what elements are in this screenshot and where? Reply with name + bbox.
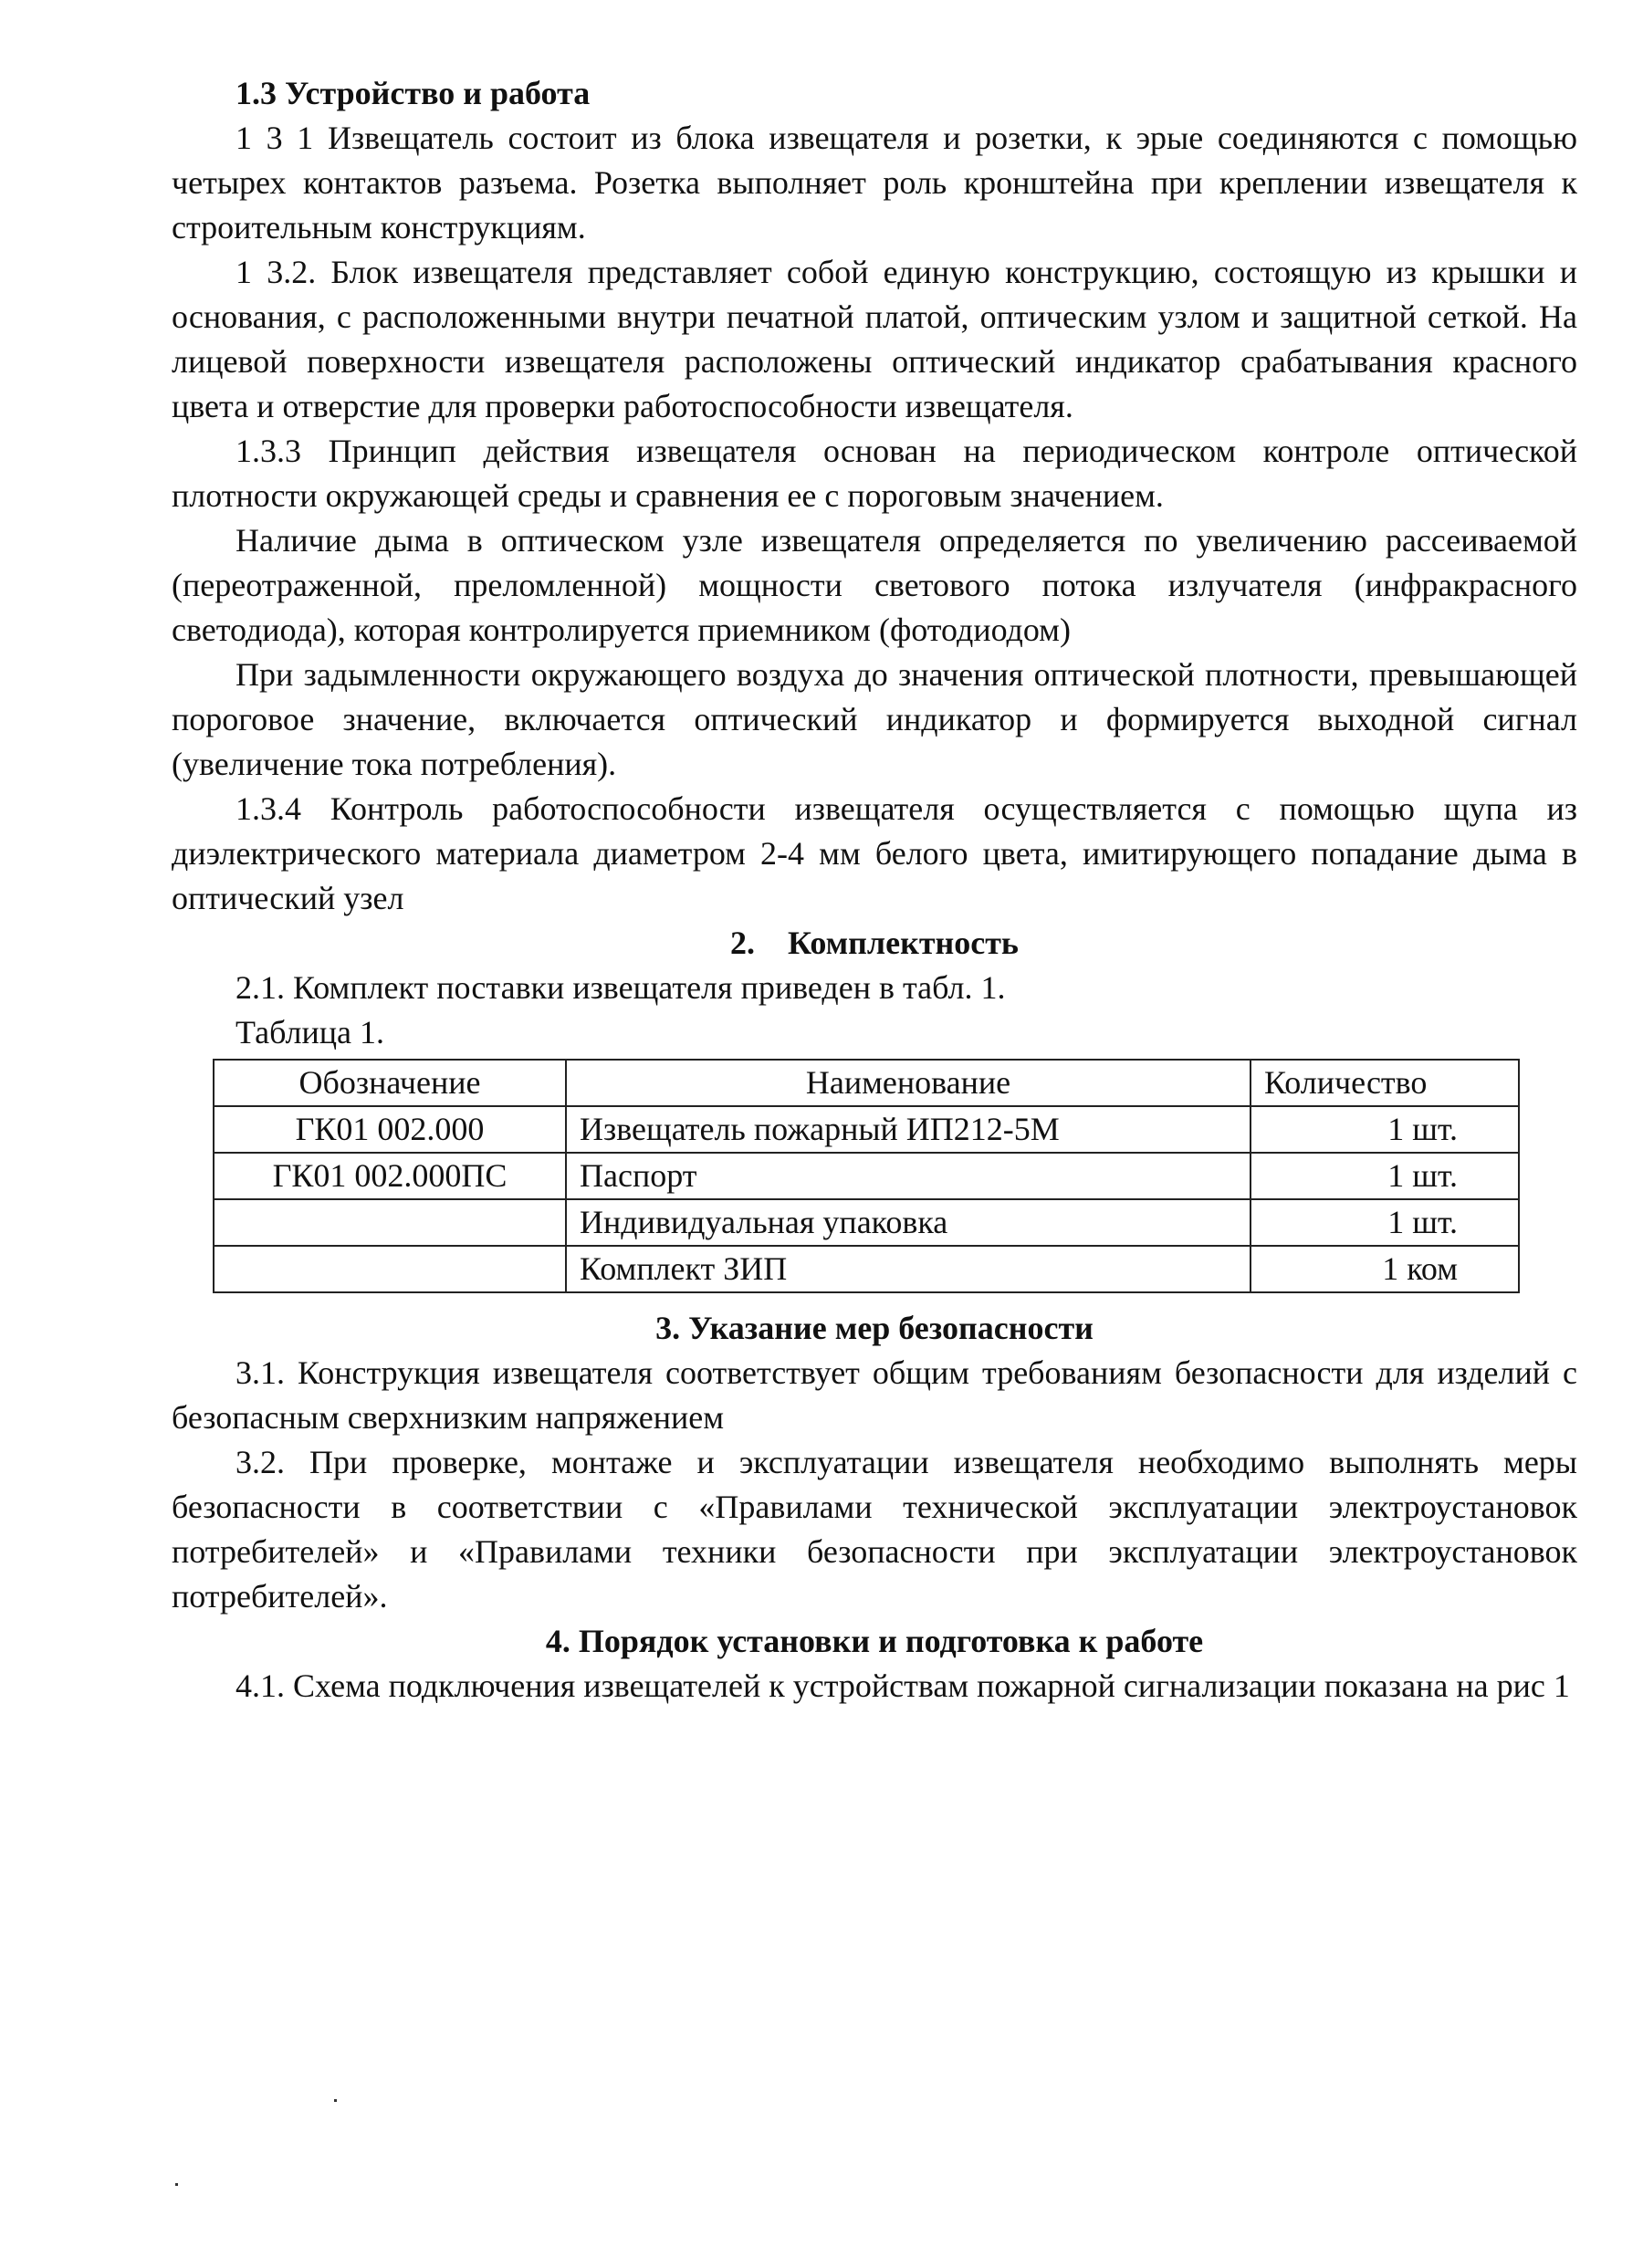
paragraph-smoke-threshold: При задымленности окружающего воздуха до значения оптической плотности, превышающей пороговое значение, включается оптический индикатор и формируется выходной сигнал (увеличение тока потребления).	[172, 656, 1577, 782]
table-row	[214, 1153, 1519, 1199]
section-heading-4: 4. Порядок установки и подготовка к работе	[545, 1623, 1204, 1659]
paragraph-4-1: 4.1. Схема подключения извещателей к устройствам пожарной сигнализации показана на рис 1	[235, 1667, 1570, 1704]
table-cell-quantity: 1 шт.	[1251, 1199, 1519, 1246]
table-cell-quantity: 1 ком	[1251, 1246, 1519, 1292]
paragraph-1-3-3: 1.3.3 Принцип действия извещателя основан на периодическом контроле оптической плотности окружающей среды и сравнения ее с пороговым значением.	[172, 433, 1577, 514]
scan-speck	[334, 2099, 337, 2102]
section-heading-1-3: 1.3 Устройство и работа	[235, 75, 591, 111]
table-row	[214, 1106, 1519, 1153]
section-heading-2: 2. Комплектность	[730, 925, 1019, 961]
table-cell-designation	[214, 1246, 566, 1292]
column-header-designation: Обозначение	[214, 1060, 566, 1106]
table-row	[214, 1199, 1519, 1246]
table-cell-name: Извещатель пожарный ИП212-5М	[566, 1106, 1251, 1153]
table-header-row	[214, 1060, 1519, 1106]
column-header-name: Наименование	[566, 1060, 1251, 1106]
section-heading-3: 3. Указание мер безопасности	[655, 1310, 1094, 1346]
paragraph-2-1: 2.1. Комплект поставки извещателя приведен в табл. 1.	[235, 969, 1006, 1006]
paragraph-1-3-1: 1 3 1 Извещатель состоит из блока извещателя и розетки, к эрые соединяются с помощью четырех контактов разъема. Розетка выполняет роль кронштейна при креплении извещателя к строительным конструкциям.	[172, 120, 1577, 246]
table-cell-name: Индивидуальная упаковка	[566, 1199, 1251, 1246]
table-row	[214, 1246, 1519, 1292]
table-cell-quantity: 1 шт.	[1251, 1106, 1519, 1153]
paragraph-1-3-2: 1 3.2. Блок извещателя представляет собой единую конструкцию, состоящую из крышки и основания, с расположенными внутри печатной платой, оптическим узлом и защитной сеткой. На лицевой поверхности извещателя расположены оптический индикатор срабатывания красного цвета и отверстие для проверки работоспособности извещателя.	[172, 254, 1577, 424]
column-header-quantity: Количество	[1251, 1060, 1519, 1106]
table-cell-name: Комплект ЗИП	[566, 1246, 1251, 1292]
paragraph-3-1: 3.1. Конструкция извещателя соответствует общим требованиям безопасности для изделий с безопасным сверхнизким напряжением	[172, 1354, 1577, 1436]
table-caption: Таблица 1.	[235, 1014, 384, 1050]
table-cell-designation	[214, 1199, 566, 1246]
scan-speck	[175, 2183, 178, 2186]
table-cell-designation: ГК01 002.000ПС	[214, 1153, 566, 1199]
delivery-set-table	[213, 1059, 1520, 1293]
paragraph-1-3-4: 1.3.4 Контроль работоспособности извещателя осуществляется с помощью щупа из диэлектрического материала диаметром 2-4 мм белого цвета, имитирующего попадание дыма в оптический узел	[172, 790, 1577, 916]
page-content	[172, 71, 1577, 1709]
table-cell-designation: ГК01 002.000	[214, 1106, 566, 1153]
table-cell-name: Паспорт	[566, 1153, 1251, 1199]
paragraph-smoke-detection: Наличие дыма в оптическом узле извещателя определяется по увеличению рассеиваемой (переотраженной, преломленной) мощности светового потока излучателя (инфракрасного светодиода), которая контролируется приемником (фотодиодом)	[172, 522, 1577, 648]
paragraph-3-2: 3.2. При проверке, монтаже и эксплуатации извещателя необходимо выполнять меры безопасности в соответствии с «Правилами технической эксплуатации электроустановок потребителей» и «Правилами техники безопасности при эксплуатации электроустановок потребителей».	[172, 1444, 1577, 1615]
table-cell-quantity: 1 шт.	[1251, 1153, 1519, 1199]
